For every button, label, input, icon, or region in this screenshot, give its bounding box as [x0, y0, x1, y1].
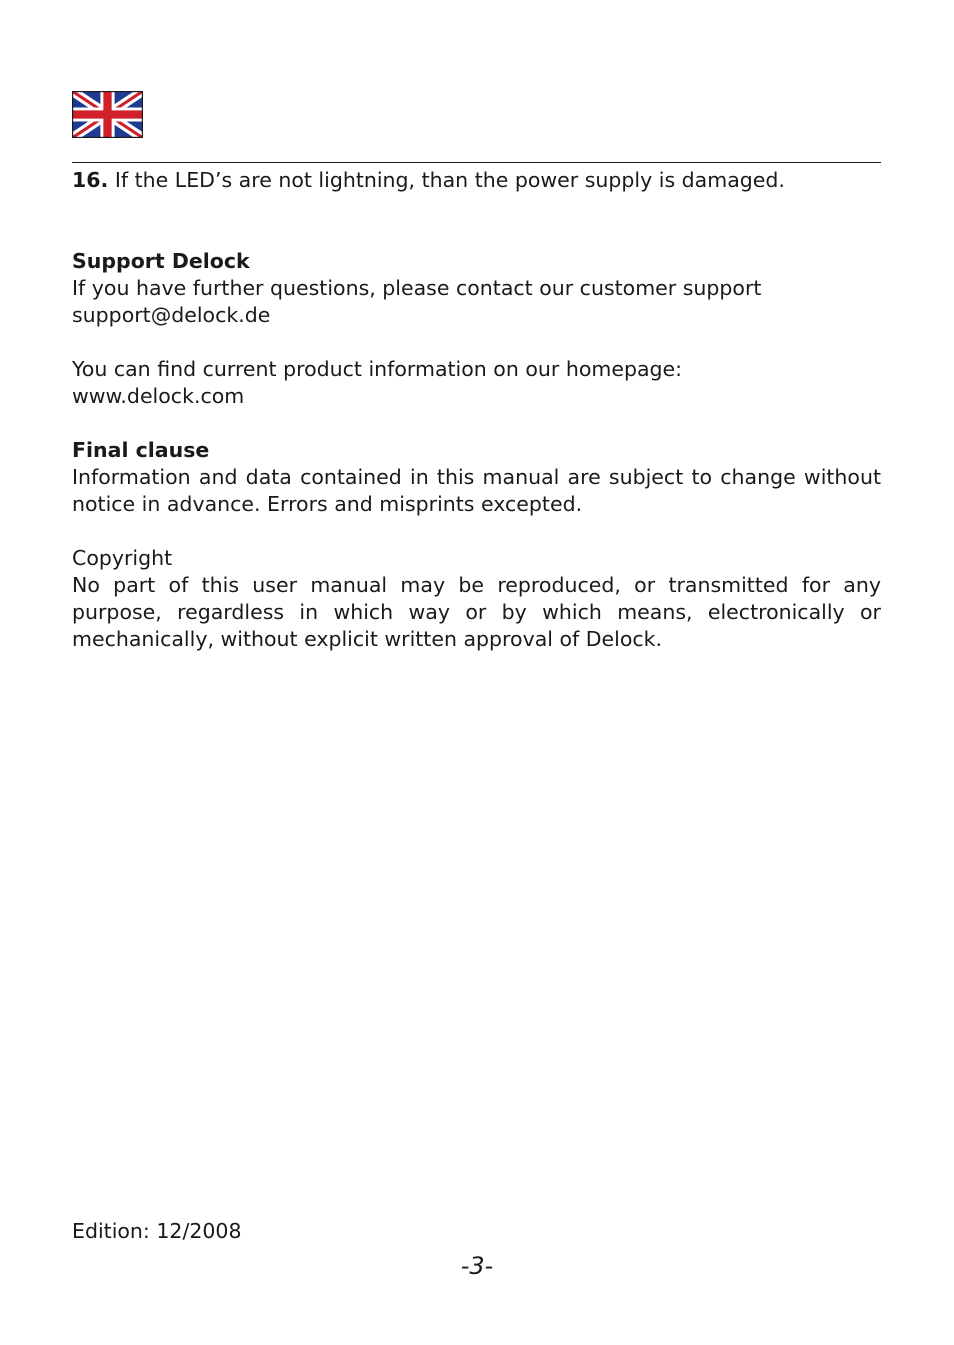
page-number: -3-: [460, 1252, 494, 1280]
homepage-url: www.delock.com: [72, 384, 245, 408]
edition-label: Edition: 12/2008: [72, 1219, 242, 1243]
header-divider: [72, 162, 881, 163]
manual-content: [72, 167, 881, 653]
copyright-text: No part of this user manual may be reproduced, or transmitted for any purpose, regardless in which way or by which means, electronically or mechanically, without explicit written approval of Delock.: [72, 573, 881, 651]
support-email: support@delock.de: [72, 303, 271, 327]
step-text: If the LED’s are not lightning, than the power supply is damaged.: [114, 168, 785, 192]
copyright-heading: Copyright: [72, 546, 173, 570]
homepage-text: You can find current product information on our homepage:: [72, 357, 683, 381]
step-16: [72, 167, 881, 194]
support-heading: Support Delock: [72, 249, 250, 273]
final-clause-heading: Final clause: [72, 438, 210, 462]
final-clause-text: Information and data contained in this manual are subject to change without notice in advance. Errors and misprints excepted.: [72, 465, 881, 516]
step-number: 16.: [72, 168, 109, 192]
uk-flag-icon: [72, 91, 143, 138]
support-text: If you have further questions, please contact our customer support: [72, 276, 762, 300]
